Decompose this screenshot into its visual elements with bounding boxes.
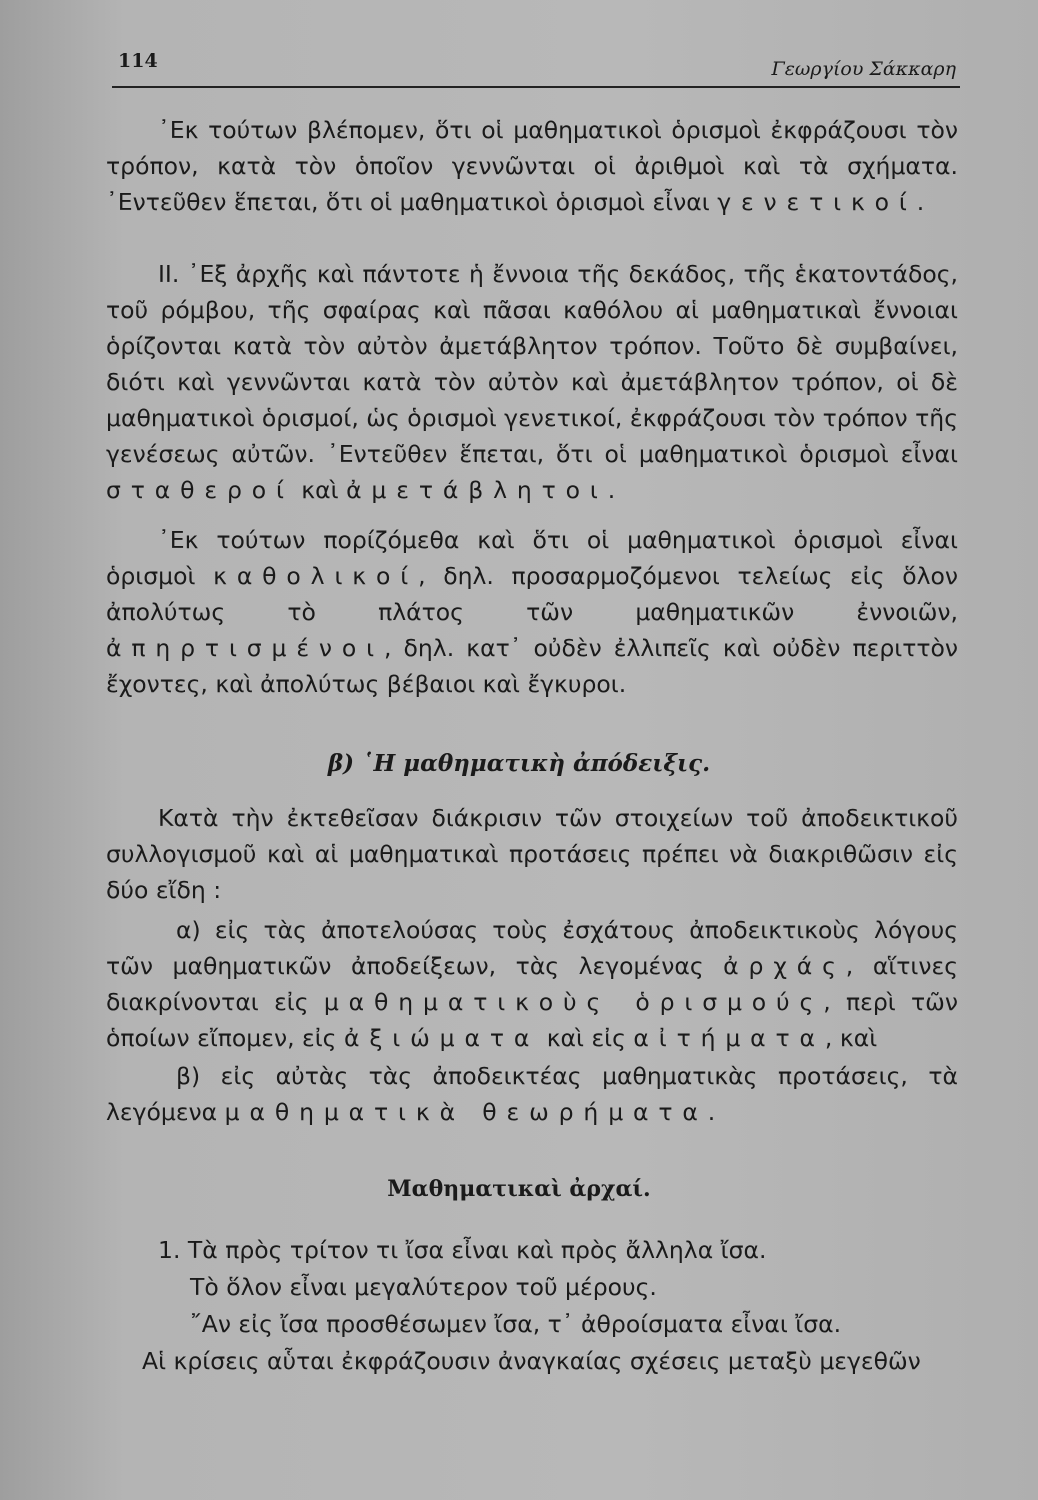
paragraph-principles (106, 912, 958, 1056)
spaced-emphasis: σταθεροί (106, 476, 294, 504)
paragraph-text: , καὶ (824, 1024, 878, 1052)
section-heading: β) ῾Η μαθηματικὴ ἀπόδειξις. (327, 750, 711, 777)
paragraph-text: ᾿Εκ τούτων βλέπομεν, ὅτι οἱ μαθηματικοὶ ὁρισμοὶ ἐκφράζουσι τὸν τρόπον, κατὰ τὸν ὁποῖον γεννῶνται οἱ ἀριθμοὶ καὶ τὰ σχήματα. ᾿Εντεῦθεν ἕπεται, ὅτι οἱ μαθηματικοὶ ὁρισμοὶ εἶναι (106, 116, 958, 216)
paragraph-text: , δηλ. κατ᾿ οὐδὲν ἐλλιπεῖς καὶ οὐδὲν περιττὸν ἔχοντες, καὶ ἀπολύτως βέβαιοι καὶ ἔγκυροι. (106, 634, 958, 698)
axiom-item: ῎Αν εἰς ἴσα προσθέσωμεν ἴσα, τ᾿ ἀθροίσματα εἶναι ἴσα. (190, 1310, 842, 1338)
axiom-list (106, 1232, 958, 1380)
spaced-emphasis: μαθηματικὰ θεωρήματα (224, 1098, 708, 1126)
paragraph-text: καὶ εἰς (539, 1024, 634, 1052)
paragraph-text: . (916, 188, 925, 216)
spaced-emphasis: αἰτήματα (633, 1024, 825, 1052)
paragraph-classification: Κατὰ τὴν ἐκτεθεῖσαν διάκρισιν τῶν στοιχείων τοῦ ἀποδεικτικοῦ συλλογισμοῦ καὶ αἱ μαθηματικαὶ προτάσεις πρέπει νὰ διακριθῶσιν εἰς δύο εἴδη : (106, 804, 958, 904)
paragraph-text: ᾿Εκ τούτων πορίζόμεθα καὶ ὅτι οἱ μαθηματικοὶ ὁρισμοὶ εἶναι ὁρισμοὶ (106, 526, 958, 590)
paragraph-text: . (607, 476, 616, 504)
spaced-emphasis: ἀπηρτισμένοι (106, 634, 384, 662)
paragraph-text: , αἵτινες διακρίνονται εἰς (106, 952, 958, 1016)
paragraph-universal-definitions (106, 522, 958, 702)
paragraph-text: α) εἰς τὰς ἀποτελούσας τοὺς ἐσχάτους ἀποδεικτικοὺς λόγους τῶν μαθηματικῶν ἀποδείξεων, τὰς λεγομένας (106, 916, 958, 980)
paragraph-text: καὶ (293, 476, 347, 504)
header-rule (112, 86, 960, 88)
axiom-item: Τὸ ὅλον εἶναι μεγαλύτερον τοῦ μέρους. (190, 1273, 657, 1301)
spaced-emphasis: ἀρχάς (723, 952, 846, 980)
paragraph-text: , δηλ. προσαρμοζόμενοι τελείως εἰς ὅλον ἀπολύτως τὸ πλάτος τῶν μαθηματικῶν ἐννοιῶν, (106, 562, 958, 626)
paragraph-constant-definitions (106, 256, 958, 508)
paragraph-text: , περὶ τῶν ὁποίων εἴπομεν, εἰς (106, 988, 958, 1052)
spaced-emphasis: ἀξιώματα (343, 1024, 540, 1052)
paragraph-theorems (106, 1058, 958, 1130)
spaced-emphasis: μαθηματικοὺς ὁρισμούς (323, 988, 824, 1016)
axiom-item: Αἱ κρίσεις αὗται ἐκφράζουσιν ἀναγκαίας σχέσεις μεταξὺ μεγεθῶν (142, 1347, 921, 1375)
subheading-principles: Μαθηματικαὶ ἀρχαί. (387, 1176, 651, 1202)
page-header (112, 44, 960, 88)
page-number: 114 (118, 50, 158, 72)
spaced-emphasis: ἀμετάβλητοι (346, 476, 608, 504)
spaced-emphasis: καθολικοί (213, 562, 419, 590)
paragraph-text: ΙΙ. ᾿Εξ ἀρχῆς καὶ πάντοτε ἡ ἔννοια τῆς δεκάδος, τῆς ἑκατοντάδος, τοῦ ρόμβου, τῆς σφαίρας καὶ πᾶσαι καθόλου αἱ μαθηματικαὶ ἔννοιαι ὁρίζονται κατὰ τὸν αὐτὸν ἀμετάβλητον τρόπον. Τοῦτο δὲ συμβαίνει, διότι καὶ γεννῶνται κατὰ τὸν αὐτὸν καὶ ἀμετάβλητον τρόπον, οἱ δὲ μαθηματικοὶ ὁρισμοί, ὡς ὁρισμοὶ γενετικοί, ἐκφράζουσι τὸν τρόπον τῆς γενέσεως αὐτῶν. ᾿Εντεῦθεν ἕπεται, ὅτι οἱ μαθηματικοὶ ὁρισμοὶ εἶναι (106, 260, 958, 468)
paragraph-genetic-definitions (106, 112, 958, 220)
paragraph-text: . (707, 1098, 716, 1126)
spaced-emphasis: γενετικοί (717, 188, 917, 216)
paragraph-text: β) εἰς αὐτὰς τὰς ἀποδεικτέας μαθηματικὰς προτάσεις, τὰ λεγόμενα (106, 1062, 958, 1126)
axiom-item: 1. Τὰ πρὸς τρίτον τι ἴσα εἶναι καὶ πρὸς ἄλληλα ἴσα. (158, 1236, 767, 1264)
running-title: Γεωργίου Σάκκαρη (771, 58, 956, 80)
